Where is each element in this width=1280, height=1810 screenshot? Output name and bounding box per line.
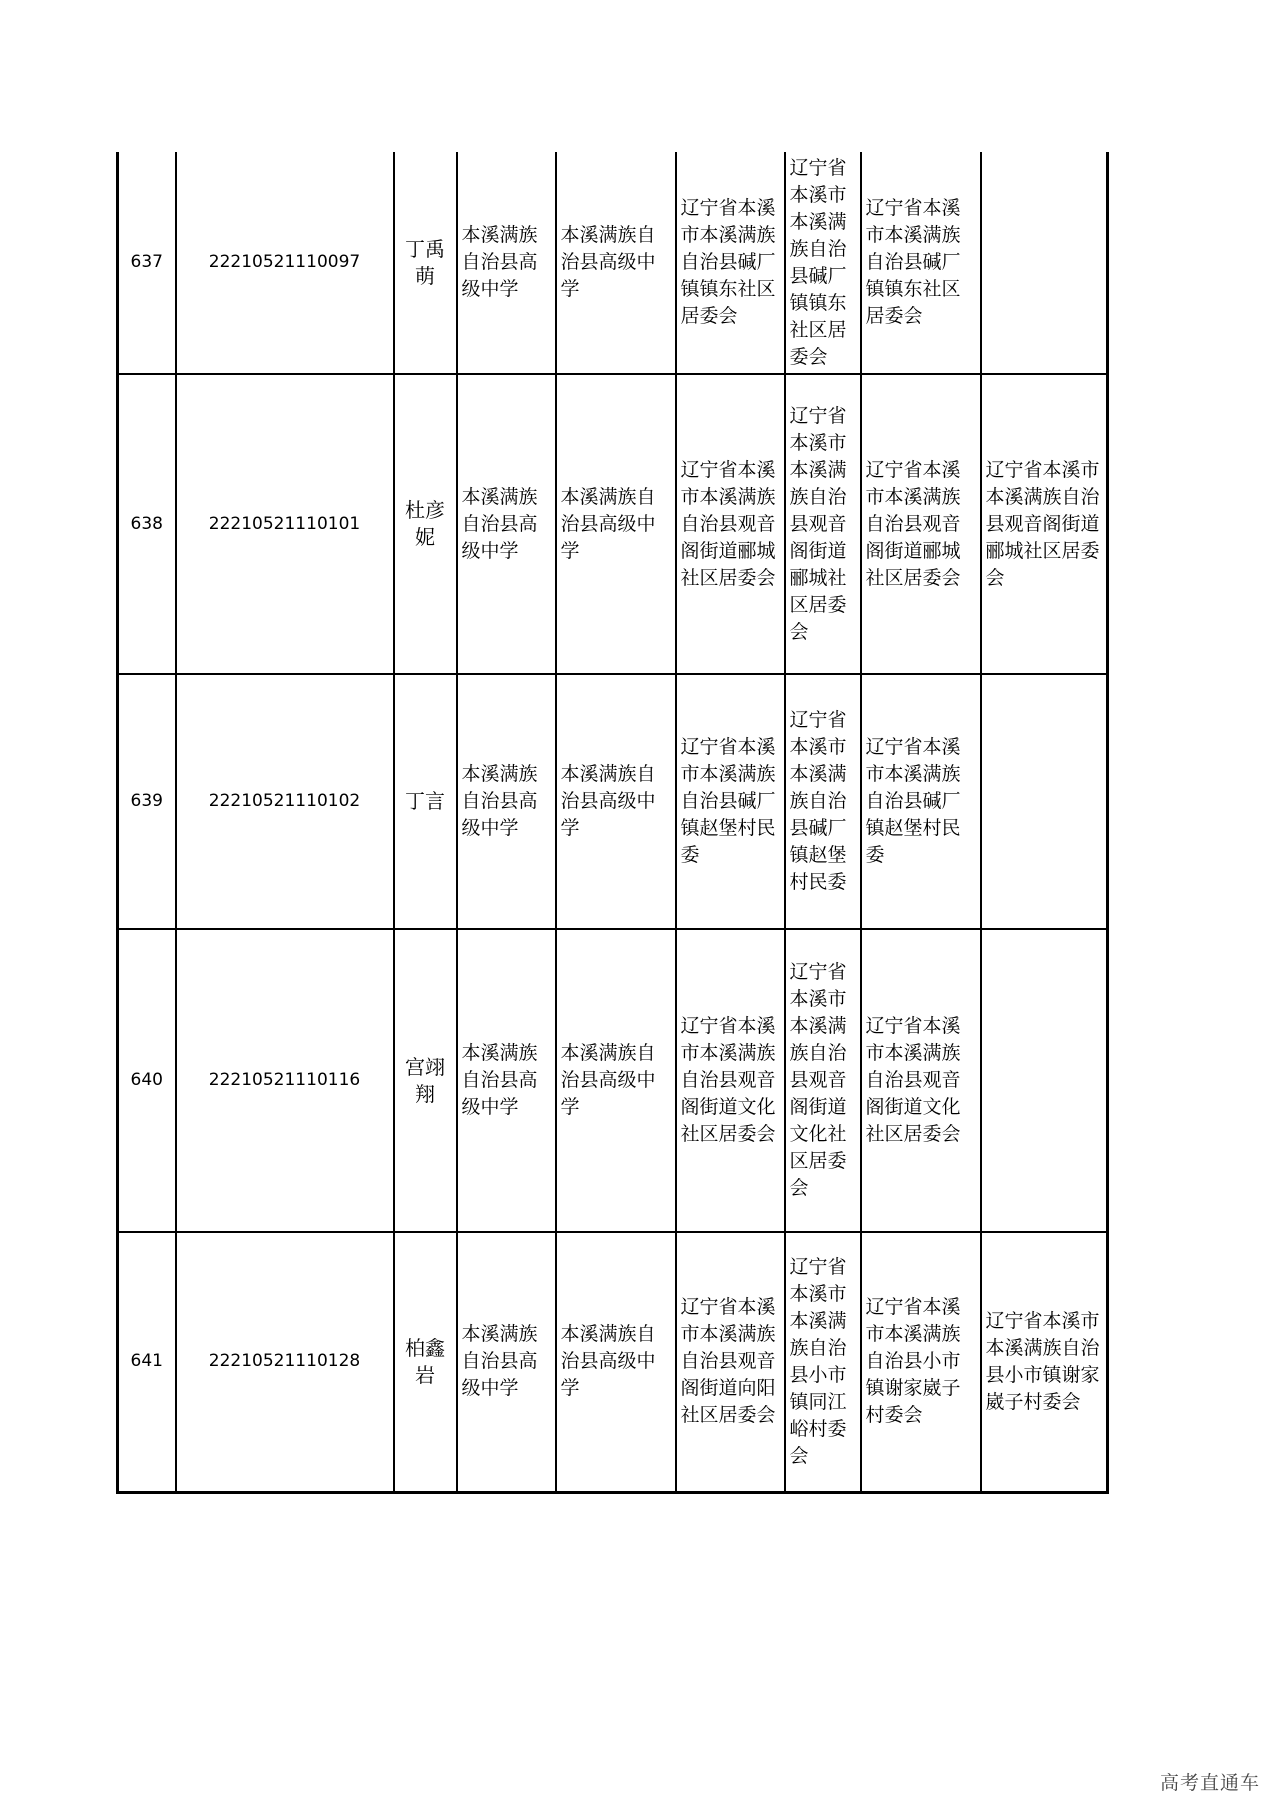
- row-number: 638: [118, 374, 176, 674]
- table-row: [118, 674, 1108, 929]
- exam-id: 22210521110102: [176, 674, 394, 929]
- address-c: 辽宁省本溪市本溪满族自治县观音阁街道郦城社区居委会: [861, 374, 981, 674]
- school: 本溪满族自治县高级中学: [457, 1232, 556, 1492]
- exam-id: 22210521110097: [176, 152, 394, 374]
- address-b: 辽宁省本溪市本溪满族自治县观音阁街道郦城社区居委会: [785, 374, 861, 674]
- address-d: 辽宁省本溪市本溪满族自治县小市镇谢家崴子村委会: [981, 1232, 1108, 1492]
- exam-id: 22210521110101: [176, 374, 394, 674]
- table-row: [118, 374, 1108, 674]
- address-d: [981, 674, 1108, 929]
- student-roster-table: [116, 152, 1109, 1494]
- address-c: 辽宁省本溪市本溪满族自治县碱厂镇镇东社区居委会: [861, 152, 981, 374]
- school: 本溪满族自治县高级中学: [457, 929, 556, 1232]
- row-number: 639: [118, 674, 176, 929]
- graduated-school: 本溪满族自治县高级中学: [556, 374, 676, 674]
- exam-id: 22210521110116: [176, 929, 394, 1232]
- address-b: 辽宁省本溪市本溪满族自治县碱厂镇赵堡村民委: [785, 674, 861, 929]
- row-number: 640: [118, 929, 176, 1232]
- address-c: 辽宁省本溪市本溪满族自治县观音阁街道文化社区居委会: [861, 929, 981, 1232]
- student-name: 柏鑫岩: [394, 1232, 457, 1492]
- table-row: [118, 152, 1108, 374]
- watermark: 高考直通车: [1159, 1772, 1260, 1794]
- graduated-school: 本溪满族自治县高级中学: [556, 929, 676, 1232]
- table-row: [118, 929, 1108, 1232]
- address-a: 辽宁省本溪市本溪满族自治县观音阁街道文化社区居委会: [676, 929, 785, 1232]
- school: 本溪满族自治县高级中学: [457, 674, 556, 929]
- row-number: 641: [118, 1232, 176, 1492]
- student-name: 宫翊翔: [394, 929, 457, 1232]
- address-c: 辽宁省本溪市本溪满族自治县小市镇谢家崴子村委会: [861, 1232, 981, 1492]
- school: 本溪满族自治县高级中学: [457, 152, 556, 374]
- student-name: 丁言: [394, 674, 457, 929]
- student-name: 杜彦妮: [394, 374, 457, 674]
- address-a: 辽宁省本溪市本溪满族自治县碱厂镇镇东社区居委会: [676, 152, 785, 374]
- table-row: [118, 1232, 1108, 1492]
- address-d: [981, 929, 1108, 1232]
- address-b: 辽宁省本溪市本溪满族自治县碱厂镇镇东社区居委会: [785, 152, 861, 374]
- address-c: 辽宁省本溪市本溪满族自治县碱厂镇赵堡村民委: [861, 674, 981, 929]
- graduated-school: 本溪满族自治县高级中学: [556, 1232, 676, 1492]
- address-b: 辽宁省本溪市本溪满族自治县小市镇同江峪村委会: [785, 1232, 861, 1492]
- address-a: 辽宁省本溪市本溪满族自治县观音阁街道向阳社区居委会: [676, 1232, 785, 1492]
- row-number: 637: [118, 152, 176, 374]
- address-a: 辽宁省本溪市本溪满族自治县观音阁街道郦城社区居委会: [676, 374, 785, 674]
- student-name: 丁禹萌: [394, 152, 457, 374]
- address-b: 辽宁省本溪市本溪满族自治县观音阁街道文化社区居委会: [785, 929, 861, 1232]
- exam-id: 22210521110128: [176, 1232, 394, 1492]
- address-a: 辽宁省本溪市本溪满族自治县碱厂镇赵堡村民委: [676, 674, 785, 929]
- address-d: 辽宁省本溪市本溪满族自治县观音阁街道郦城社区居委会: [981, 374, 1108, 674]
- school: 本溪满族自治县高级中学: [457, 374, 556, 674]
- address-d: [981, 152, 1108, 374]
- graduated-school: 本溪满族自治县高级中学: [556, 152, 676, 374]
- graduated-school: 本溪满族自治县高级中学: [556, 674, 676, 929]
